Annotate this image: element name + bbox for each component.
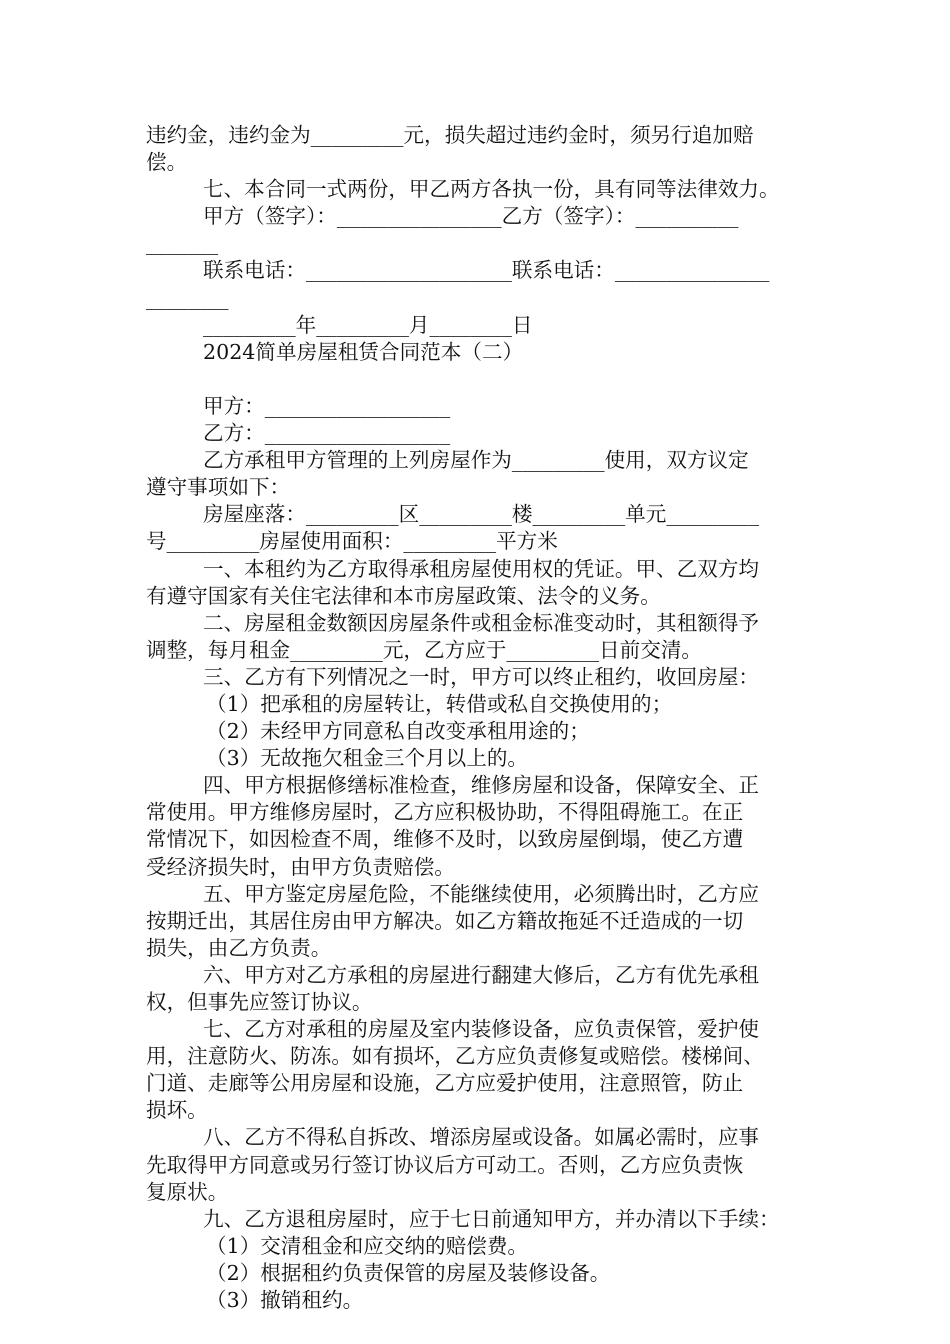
text-line: 偿。: [146, 150, 188, 175]
text-line: 七、本合同一式两份，甲乙两方各执一份，具有同等法律效力。: [203, 177, 780, 202]
text-line: （1）把承租的房屋转让，转借或私自交换使用的；: [206, 691, 673, 716]
text-line: 房屋座落：_________区_________楼_________单元_________: [203, 502, 760, 527]
text-line: （3）无故拖欠租金三个月以上的。: [206, 746, 529, 771]
text-line: 四、甲方根据修缮标准检查，维修房屋和设备，保障安全、正: [203, 773, 760, 798]
text-line: 六、甲方对乙方承租的房屋进行翻建大修后，乙方有优先承租: [203, 962, 760, 987]
text-line: 按期迁出，其居住房由甲方解决。如乙方籍故拖延不迁造成的一切: [146, 908, 744, 933]
text-line: （2）根据租约负责保管的房屋及装修设备。: [206, 1260, 611, 1285]
text-line: ________: [146, 285, 229, 310]
text-line: 号_________房屋使用面积：_________平方米: [146, 529, 558, 554]
text-line: 门道、走廊等公用房屋和设施，乙方应爱护使用，注意照管，防止: [146, 1071, 744, 1096]
text-line: 二、房屋租金数额因房屋条件或租金标准变动时，其租额得予: [203, 610, 760, 635]
text-line: 一、本租约为乙方取得承租房屋使用权的凭证。甲、乙双方均: [203, 556, 760, 581]
text-line: 常情况下，如因检查不周，维修不及时，以致房屋倒塌，使乙方遭: [146, 827, 744, 852]
text-line: 七、乙方对承租的房屋及室内装修设备，应负责保管，爱护使: [203, 1017, 760, 1042]
text-line: 甲方（签字）：________________乙方（签字）：__________: [203, 204, 739, 229]
text-line: 先取得甲方同意或另行签订协议后方可动工。否则，乙方应负责恢: [146, 1152, 744, 1177]
text-line: 调整，每月租金_________元，乙方应于_________日前交清。: [146, 637, 703, 662]
text-line: 甲方：__________________: [203, 393, 451, 418]
text-line: 三、乙方有下列情况之一时，甲方可以终止租约，收回房屋：: [203, 664, 760, 689]
text-line: 常使用。甲方维修房屋时，乙方应积极协助，不得阻碍施工。在正: [146, 800, 744, 825]
text-line: 损失，由乙方负责。: [146, 935, 332, 960]
document-body: [146, 122, 811, 1314]
text-line: 八、乙方不得私自拆改、增添房屋或设备。如属必需时，应事: [203, 1125, 760, 1150]
text-line: 违约金，违约金为_________元，损失超过违约金时，须另行追加赔: [146, 123, 754, 147]
text-line: 有遵守国家有关住宅法律和本市房屋政策、法令的义务。: [146, 583, 661, 608]
text-line: 受经济损失时，由甲方负责赔偿。: [146, 854, 455, 879]
text-line: 复原状。: [146, 1179, 229, 1204]
text-line: 权，但事先应签订协议。: [146, 990, 373, 1014]
text-line: 乙方承租甲方管理的上列房屋作为_________使用，双方议定: [203, 448, 749, 473]
text-line: （2）未经甲方同意私自改变承租用途的；: [206, 719, 590, 744]
text-line: 五、甲方鉴定房屋危险，不能继续使用，必须腾出时，乙方应: [203, 881, 760, 906]
text-line: _______: [146, 231, 219, 256]
text-line: 九、乙方退租房屋时，应于七日前通知甲方，并办清以下手续：: [203, 1206, 780, 1231]
text-line: 遵守事项如下：: [146, 475, 291, 500]
text-line: 联系电话：____________________联系电话：_______________: [203, 258, 770, 283]
text-line: （3）撤销租约。: [206, 1288, 364, 1313]
text-line: 损坏。: [146, 1098, 208, 1123]
text-line: 2024简单房屋租赁合同范本（二）: [203, 339, 524, 364]
text-line: 乙方：__________________: [203, 421, 451, 446]
text-line: 用，注意防火、防冻。如有损坏，乙方应负责修复或赔偿。楼梯间、: [146, 1044, 764, 1069]
text-line: [146, 366, 811, 393]
text-line: _________年_________月________日: [203, 312, 533, 337]
text-line: （1）交清租金和应交纳的赔偿费。: [206, 1233, 529, 1258]
